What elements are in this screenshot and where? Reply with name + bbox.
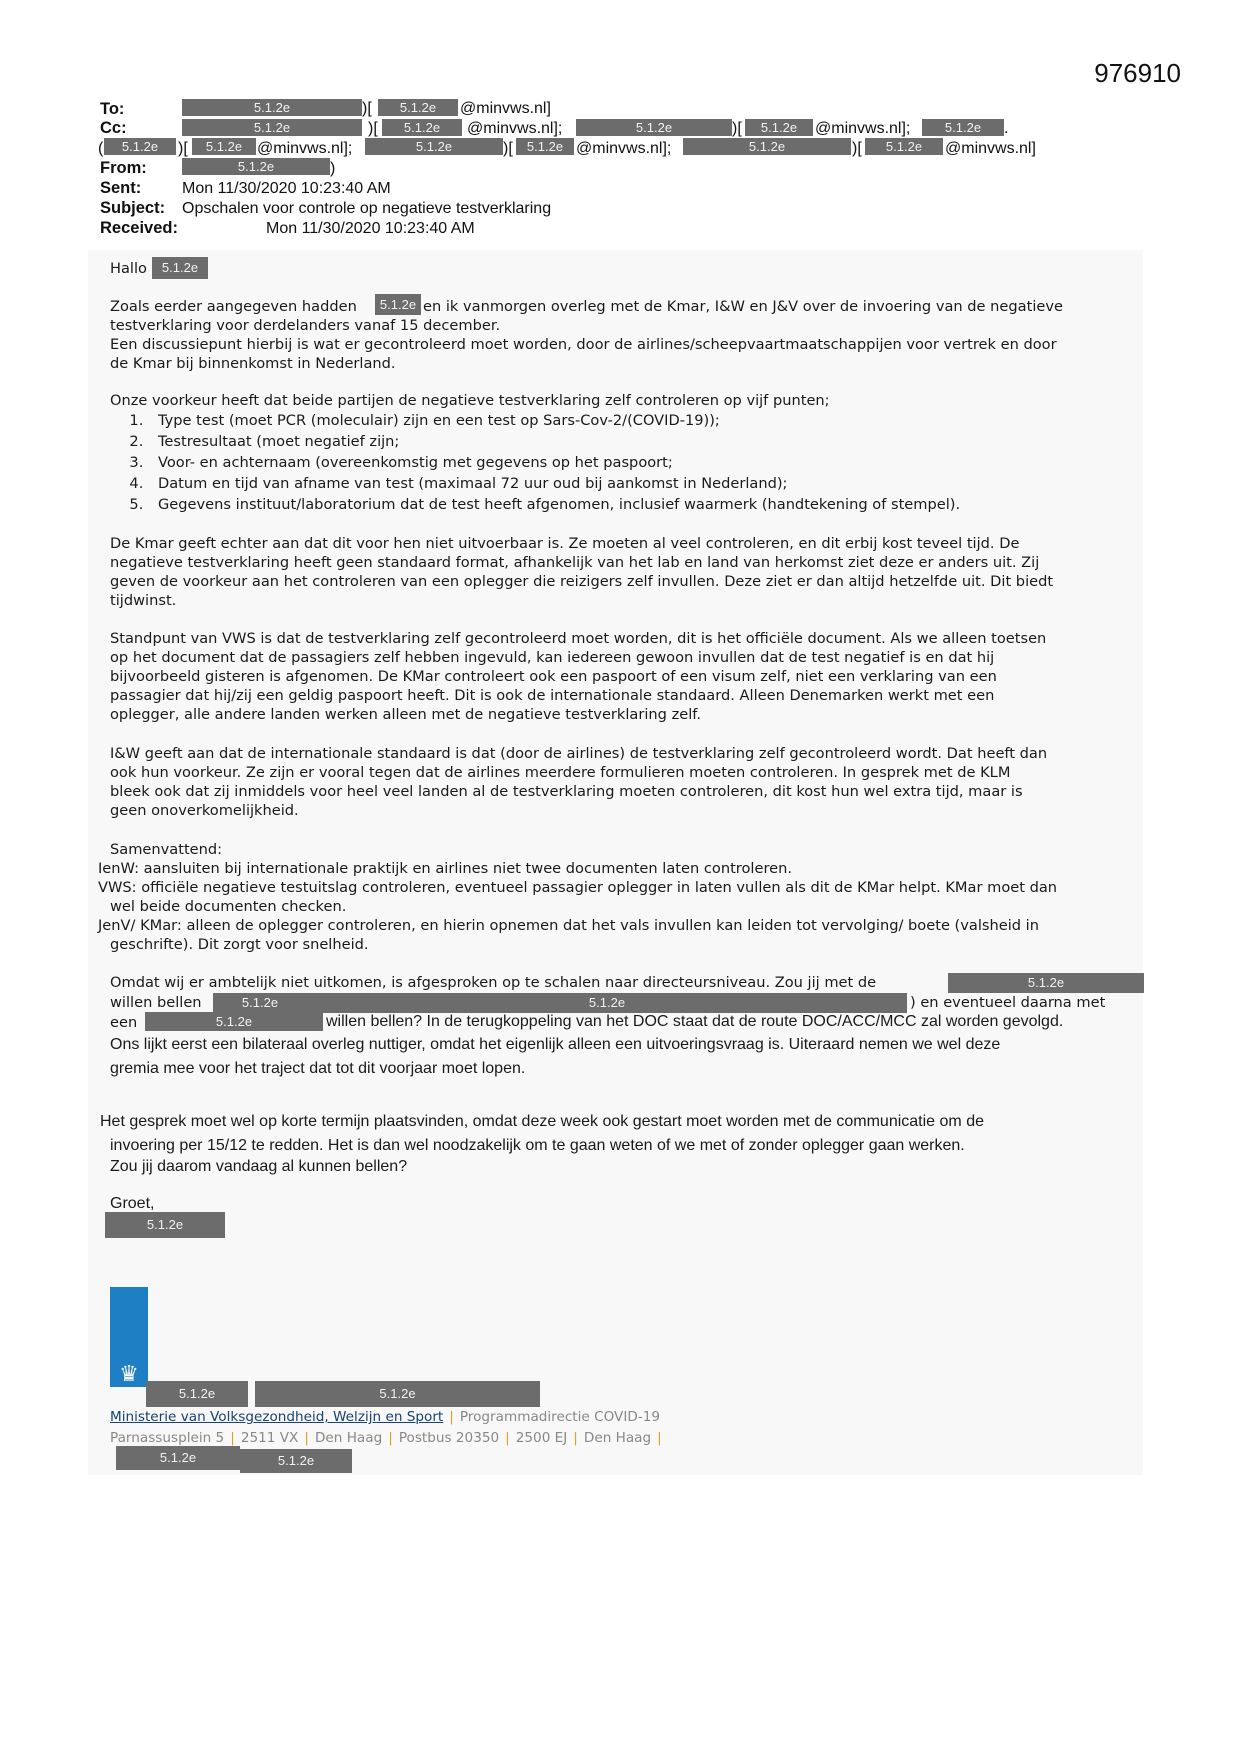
sent-value: Mon 11/30/2020 10:23:40 AM — [182, 180, 391, 197]
paragraph: ook hun voorkeur. Ze zijn er vooral tegen dat de airlines meerdere formulieren moeten controleren. In gesprek met de KLM — [110, 764, 1011, 781]
cc-label: Cc: — [100, 119, 127, 137]
list-item: 3. Voor- en achternaam (overeenkomstig met gegevens op het paspoort; — [148, 453, 960, 472]
redaction: 5.1.2e — [375, 294, 421, 315]
paragraph: I&W geeft aan dat de internationale standaard is dat (door de airlines) de testverklaring zelf gecontroleerd wordt. Dat heeft dan — [110, 745, 1048, 762]
redaction: 5.1.2e — [865, 138, 943, 155]
bracket: )[ — [732, 120, 742, 137]
paragraph: ) en eventueel daarna met — [910, 994, 1106, 1011]
summary-title: Samenvattend: — [110, 841, 223, 858]
redaction: 5.1.2e — [378, 99, 458, 116]
paragraph: de Kmar bij binnenkomst in Nederland. — [110, 355, 396, 372]
received-label: Received: — [100, 219, 178, 237]
bracket: )[ — [503, 140, 513, 157]
from-label: From: — [100, 159, 147, 177]
email-domain: @minvws.nl]; — [815, 120, 911, 137]
redaction: 5.1.2e — [745, 119, 813, 136]
paragraph: geven de voorkeur aan het controleren van een oplegger die reizigers zelf invullen. Deze ziet er dan altijd hetzelfde uit. Dit biedt — [110, 573, 1054, 590]
summary-item: wel beide documenten checken. — [110, 898, 347, 915]
redaction: 5.1.2e — [182, 119, 362, 136]
redaction: 5.1.2e — [192, 138, 256, 155]
separator: | — [505, 1430, 510, 1446]
redaction: 5.1.2e — [516, 138, 574, 155]
paragraph: bleek ook dat zij inmiddels voor heel veel landen al de testverklaring moeten controleren, dit kost hun wel extra tijd, maar is — [110, 783, 1023, 800]
sent-label: Sent: — [100, 179, 142, 197]
paragraph: en ik vanmorgen overleg met de Kmar, I&W en J&V over de invoering van de negatieve — [423, 298, 1063, 315]
redaction: 5.1.2e — [152, 257, 208, 279]
summary-item: VWS: officiële negatieve testuitslag controleren, eventueel passagier oplegger in laten vullen als dit de KMar helpt. KMar moet dan — [98, 879, 1058, 896]
paragraph: een — [110, 1014, 138, 1031]
greeting — [110, 259, 147, 278]
paragraph: testverklaring voor derdelanders vanaf 15 december. — [110, 317, 501, 334]
redaction: 5.1.2e — [104, 138, 176, 155]
paragraph: Het gesprek moet wel op korte termijn plaatsvinden, omdat deze week ook gestart moet worden met de communicatie om de — [100, 1113, 984, 1130]
paren: ( — [98, 140, 104, 157]
redaction: 5.1.2e — [240, 1449, 352, 1473]
paragraph: De Kmar geeft echter aan dat dit voor hen niet uitvoerbaar is. Ze moeten al veel controleren, en dit erbij kost teveel tijd. De — [110, 535, 1020, 552]
paren: ) — [330, 160, 336, 177]
paragraph: Een discussiepunt hierbij is wat er gecontroleerd moet worden, door de airlines/scheepvaartmaatschappijen voor vertrek en door — [110, 336, 1057, 353]
redaction: 5.1.2e — [116, 1446, 240, 1470]
paragraph: negatieve testverklaring heeft geen standaard format, afhankelijk van het lab en land van herkomst ziet deze er anders uit. Zij — [110, 554, 1040, 571]
separator: | — [388, 1430, 393, 1446]
list-item: 4. Datum en tijd van afname van test (maximaal 72 uur oud bij aankomst in Nederland); — [148, 474, 960, 493]
email-domain: @minvws.nl]; — [467, 120, 563, 137]
footer-ministry-line — [110, 1409, 660, 1425]
email-domain: @minvws.nl] — [945, 140, 1036, 157]
paragraph: passagier dat hij/zij een geldig paspoort heeft. Dit is ook de internationale standaard. Alleen Denemarken werkt met een — [110, 687, 995, 704]
dot: . — [1004, 120, 1009, 137]
summary-item: IenW: aansluiten bij internationale praktijk en airlines niet twee documenten laten controleren. — [98, 860, 792, 877]
program-name: Programmadirectie COVID-19 — [459, 1409, 661, 1425]
subject-value: Opschalen voor controle op negatieve testverklaring — [182, 200, 552, 217]
ministry-link[interactable]: Ministerie van Volksgezondheid, Welzijn en Sport — [110, 1409, 444, 1425]
criteria-list — [112, 411, 960, 514]
address-part: Parnassusplein 5 — [110, 1430, 225, 1446]
paragraph: Standpunt van VWS is dat de testverklaring zelf gecontroleerd moet worden, dit is het officiële document. Als we alleen toetsen — [110, 630, 1047, 647]
separator: | — [657, 1430, 662, 1446]
separator: | — [449, 1409, 454, 1425]
paragraph: Zoals eerder aangegeven hadden — [110, 298, 357, 315]
paragraph: Omdat wij er ambtelijk niet uitkomen, is afgesproken op te schalen naar directeursniveau. Zou jij met de — [110, 974, 877, 991]
separator: | — [573, 1430, 578, 1446]
bracket: )[ — [852, 140, 862, 157]
redaction: 5.1.2e — [683, 138, 851, 155]
list-item: 1. Type test (moet PCR (moleculair) zijn en een test op Sars-Cov-2/(COVID-19)); — [148, 411, 960, 430]
redaction: 5.1.2e — [365, 138, 503, 155]
paragraph: geen onoverkomelijkheid. — [110, 802, 299, 819]
paragraph: tijdwinst. — [110, 592, 177, 609]
to-label: To: — [100, 100, 125, 118]
paragraph: willen bellen? In de terugkoppeling van het DOC staat dat de route DOC/ACC/MCC zal worden gevolgd. — [326, 1013, 1064, 1030]
paragraph: Ons lijkt eerst een bilateraal overleg nuttiger, omdat het eigenlijk alleen een uitvoeringsvraag is. Uiteraard nemen we wel deze — [110, 1036, 1001, 1053]
footer-address — [110, 1430, 668, 1446]
address-part: Postbus 20350 — [398, 1430, 500, 1446]
paragraph: invoering per 15/12 te redden. Het is dan wel noodzakelijk om te gaan weten of we met of zonder oplegger gaan werken. — [110, 1137, 965, 1154]
received-value: Mon 11/30/2020 10:23:40 AM — [266, 220, 475, 237]
bracket: )[ — [362, 100, 372, 117]
crest-icon: ♛ — [119, 1361, 139, 1386]
bracket: )[ — [368, 120, 378, 137]
address-part: Den Haag — [314, 1430, 383, 1446]
address-part: 2500 EJ — [515, 1430, 568, 1446]
address-part: 2511 VX — [240, 1430, 299, 1446]
paragraph: op het document dat de passagiers zelf hebben ingevuld, kan iedereen gewoon invullen dat de test negatief is en dat hij — [110, 649, 995, 666]
redaction: 5.1.2e — [105, 1212, 225, 1238]
redaction: 5.1.2e — [213, 993, 307, 1013]
document-number: 976910 — [1094, 58, 1181, 88]
paragraph: gremia mee voor het traject dat tot dit voorjaar moet lopen. — [110, 1060, 526, 1077]
email-domain: @minvws.nl] — [460, 100, 551, 117]
redaction: 5.1.2e — [182, 158, 330, 175]
redaction: 5.1.2e — [307, 993, 907, 1013]
redaction: 5.1.2e — [948, 973, 1144, 993]
email-domain: @minvws.nl]; — [257, 140, 353, 157]
redaction: 5.1.2e — [255, 1381, 540, 1407]
redaction: 5.1.2e — [182, 99, 362, 116]
paragraph: bijvoorbeeld gisteren is afgenomen. De KMar controleert ook een paspoort of een visum zelf, niet een verklaring van een — [110, 668, 997, 685]
redaction: 5.1.2e — [922, 119, 1004, 136]
redaction: 5.1.2e — [576, 119, 732, 136]
greeting-text: Hallo — [110, 260, 147, 277]
paragraph: willen bellen — [110, 994, 202, 1011]
list-item: 2. Testresultaat (moet negatief zijn; — [148, 432, 960, 451]
email-domain: @minvws.nl]; — [576, 140, 672, 157]
summary-item: JenV/ KMar: alleen de oplegger controleren, en hierin opnemen dat het vals invullen kan leiden tot vervolging/ boete (valsheid in — [98, 917, 1039, 934]
address-part: Den Haag — [583, 1430, 652, 1446]
paragraph: Zou jij daarom vandaag al kunnen bellen? — [110, 1158, 408, 1175]
summary-item: geschrifte). Dit zorgt voor snelheid. — [110, 936, 369, 953]
redaction: 5.1.2e — [382, 119, 462, 136]
separator: | — [230, 1430, 235, 1446]
paragraph: oplegger, alle andere landen werken alleen met de negatieve testverklaring zelf. — [110, 706, 701, 723]
bracket: )[ — [178, 140, 188, 157]
list-item: 5. Gegevens instituut/laboratorium dat de test heeft afgenomen, inclusief waarmerk (handtekening of stempel). — [148, 495, 960, 514]
redaction: 5.1.2e — [146, 1381, 248, 1407]
closing: Groet, — [110, 1195, 155, 1212]
subject-label: Subject: — [100, 199, 166, 217]
paragraph: Onze voorkeur heeft dat beide partijen de negatieve testverklaring zelf controleren op vijf punten; — [110, 392, 830, 409]
redaction: 5.1.2e — [145, 1012, 323, 1031]
separator: | — [304, 1430, 309, 1446]
